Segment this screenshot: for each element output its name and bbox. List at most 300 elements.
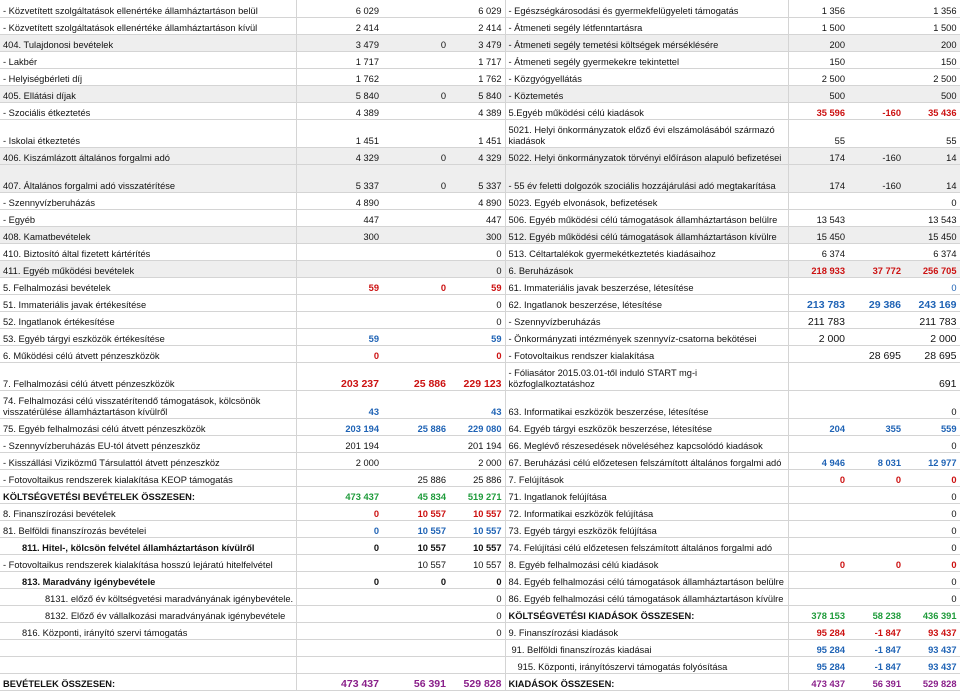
left-modified-value: 3 479 — [449, 34, 505, 51]
right-modified-value: 256 705 — [904, 260, 960, 277]
left-modified-value: 0 — [449, 260, 505, 277]
left-modification-value: 56 391 — [382, 673, 449, 690]
right-modified-value: 0 — [904, 503, 960, 520]
left-label: 405. Ellátási díjak — [0, 85, 296, 102]
table-row — [0, 17, 960, 34]
right-modified-value: 93 437 — [904, 622, 960, 639]
left-original-value: 0 — [296, 520, 382, 537]
left-label: - Közvetített szolgáltatások ellenértéke államháztartáson belül — [0, 0, 296, 17]
left-original-value — [296, 605, 382, 622]
left-label: KÖLTSÉGVETÉSI BEVÉTELEK ÖSSZESEN: — [0, 486, 296, 503]
right-modification-value: -1 847 — [848, 639, 904, 656]
table-row — [0, 486, 960, 503]
table-row — [0, 311, 960, 328]
right-original-value — [788, 503, 848, 520]
right-modification-value — [848, 311, 904, 328]
right-original-value — [788, 277, 848, 294]
left-label: 410. Biztosító által fizetett kártérítés — [0, 243, 296, 260]
table-row — [0, 0, 960, 17]
right-modification-value — [848, 277, 904, 294]
right-original-value: 1 500 — [788, 17, 848, 34]
left-modification-value: 25 886 — [382, 362, 449, 390]
left-modified-value: 10 557 — [449, 503, 505, 520]
right-label: - Fóliasátor 2015.03.01-től induló START mg-i közfoglalkoztatáshoz — [505, 362, 788, 390]
right-original-value — [788, 588, 848, 605]
left-modified-value: 6 029 — [449, 0, 505, 17]
left-label: - Egyéb — [0, 209, 296, 226]
left-modification-value — [382, 639, 449, 656]
right-modification-value: -160 — [848, 102, 904, 119]
right-modification-value — [848, 51, 904, 68]
left-modification-value — [382, 605, 449, 622]
left-modified-value: 0 — [449, 311, 505, 328]
left-label — [0, 656, 296, 673]
left-label: 6. Működési célú átvett pénzeszközök — [0, 345, 296, 362]
right-label: 5022. Helyi önkormányzatok törvényi előíráson alapuló befizetései — [505, 147, 788, 164]
right-modification-value — [848, 192, 904, 209]
left-modified-value: 519 271 — [449, 486, 505, 503]
table-row — [0, 34, 960, 51]
right-original-value: 213 783 — [788, 294, 848, 311]
left-label: 408. Kamatbevételek — [0, 226, 296, 243]
right-original-value: 150 — [788, 51, 848, 68]
right-modified-value: 0 — [904, 435, 960, 452]
left-modification-value: 10 557 — [382, 503, 449, 520]
left-modified-value: 10 557 — [449, 554, 505, 571]
left-modified-value: 447 — [449, 209, 505, 226]
right-modification-value: -1 847 — [848, 656, 904, 673]
left-label: 52. Ingatlanok értékesítése — [0, 311, 296, 328]
left-modification-value — [382, 656, 449, 673]
right-original-value: 0 — [788, 469, 848, 486]
left-modification-value: 25 886 — [382, 469, 449, 486]
table-row — [0, 588, 960, 605]
right-modified-value: 0 — [904, 520, 960, 537]
left-modification-value — [382, 192, 449, 209]
left-modification-value: 0 — [382, 164, 449, 192]
table-row — [0, 102, 960, 119]
left-modification-value — [382, 260, 449, 277]
table-row — [0, 435, 960, 452]
left-original-value: 59 — [296, 328, 382, 345]
left-modified-value: 43 — [449, 390, 505, 418]
left-label: 51. Immateriális javak értékesítése — [0, 294, 296, 311]
left-original-value: 6 029 — [296, 0, 382, 17]
right-label: 91. Belföldi finanszírozás kiadásai — [505, 639, 788, 656]
right-original-value: 378 153 — [788, 605, 848, 622]
right-original-value: 473 437 — [788, 673, 848, 690]
right-modified-value: 243 169 — [904, 294, 960, 311]
left-original-value — [296, 656, 382, 673]
right-label: - Köztemetés — [505, 85, 788, 102]
left-modification-value: 45 834 — [382, 486, 449, 503]
left-modification-value — [382, 226, 449, 243]
right-modified-value: 0 — [904, 554, 960, 571]
right-modification-value — [848, 503, 904, 520]
right-modified-value: 211 783 — [904, 311, 960, 328]
left-modified-value: 0 — [449, 294, 505, 311]
left-modified-value: 5 840 — [449, 85, 505, 102]
table-row — [0, 390, 960, 418]
right-modified-value: 0 — [904, 588, 960, 605]
right-modification-value: 8 031 — [848, 452, 904, 469]
right-modification-value: -1 847 — [848, 622, 904, 639]
right-modification-value — [848, 486, 904, 503]
left-modification-value — [382, 435, 449, 452]
right-modified-value: 0 — [904, 390, 960, 418]
left-original-value — [296, 260, 382, 277]
left-label: - Kisszállási Viziközmű Társulattól átvett pénzeszköz — [0, 452, 296, 469]
table-row — [0, 294, 960, 311]
left-label: 816. Központi, irányító szervi támogatás — [0, 622, 296, 639]
right-modified-value: 0 — [904, 192, 960, 209]
right-modified-value: 35 436 — [904, 102, 960, 119]
right-modification-value: -160 — [848, 147, 904, 164]
right-modification-value — [848, 588, 904, 605]
left-label: 404. Tulajdonosi bevételek — [0, 34, 296, 51]
left-original-value: 203 237 — [296, 362, 382, 390]
right-modification-value: 28 695 — [848, 345, 904, 362]
left-modified-value: 0 — [449, 345, 505, 362]
left-label: - Szennyvízberuházás EU-tól átvett pénzeszköz — [0, 435, 296, 452]
left-label: BEVÉTELEK ÖSSZESEN: — [0, 673, 296, 690]
left-label: 811. Hitel-, kölcsön felvétel államháztartáson kívülről — [0, 537, 296, 554]
left-modification-value — [382, 51, 449, 68]
right-original-value: 204 — [788, 418, 848, 435]
left-original-value — [296, 243, 382, 260]
right-original-value — [788, 192, 848, 209]
left-original-value: 4 890 — [296, 192, 382, 209]
right-modified-value: 15 450 — [904, 226, 960, 243]
right-modified-value: 150 — [904, 51, 960, 68]
right-modified-value: 529 828 — [904, 673, 960, 690]
table-row — [0, 554, 960, 571]
left-label: 5. Felhalmozási bevételek — [0, 277, 296, 294]
left-label: 7. Felhalmozási célú átvett pénzeszközök — [0, 362, 296, 390]
right-original-value — [788, 362, 848, 390]
right-label: 72. Informatikai eszközök felújítása — [505, 503, 788, 520]
right-label: - Egészségkárosodási és gyermekfelügyeleti támogatás — [505, 0, 788, 17]
right-label: 71. Ingatlanok felújítása — [505, 486, 788, 503]
right-modification-value — [848, 435, 904, 452]
right-modification-value — [848, 85, 904, 102]
left-original-value: 59 — [296, 277, 382, 294]
left-modified-value: 59 — [449, 328, 505, 345]
left-modified-value: 229 123 — [449, 362, 505, 390]
right-modified-value: 0 — [904, 537, 960, 554]
left-label: 8132. Előző év vállalkozási maradványának igénybevétele — [0, 605, 296, 622]
table-row — [0, 209, 960, 226]
left-modified-value: 1 717 — [449, 51, 505, 68]
left-modification-value — [382, 17, 449, 34]
right-modified-value: 1 500 — [904, 17, 960, 34]
right-modification-value — [848, 34, 904, 51]
left-original-value — [296, 294, 382, 311]
right-original-value — [788, 435, 848, 452]
left-modification-value — [382, 0, 449, 17]
left-original-value: 4 389 — [296, 102, 382, 119]
table-row — [0, 639, 960, 656]
left-modified-value: 229 080 — [449, 418, 505, 435]
left-modified-value — [449, 639, 505, 656]
table-row — [0, 571, 960, 588]
right-modification-value — [848, 68, 904, 85]
right-modification-value: -160 — [848, 164, 904, 192]
right-modified-value: 500 — [904, 85, 960, 102]
left-original-value: 5 840 — [296, 85, 382, 102]
right-label: - Közgyógyellátás — [505, 68, 788, 85]
right-modification-value — [848, 571, 904, 588]
left-label: - Fotovoltaikus rendszerek kialakítása KEOP támogatás — [0, 469, 296, 486]
left-label: - Közvetített szolgáltatások ellenértéke államháztartáson kívül — [0, 17, 296, 34]
left-modification-value — [382, 119, 449, 147]
left-original-value: 447 — [296, 209, 382, 226]
left-modified-value: 529 828 — [449, 673, 505, 690]
right-modified-value: 93 437 — [904, 639, 960, 656]
left-original-value: 1 451 — [296, 119, 382, 147]
left-modified-value: 201 194 — [449, 435, 505, 452]
right-original-value: 2 500 — [788, 68, 848, 85]
right-modification-value: 58 238 — [848, 605, 904, 622]
left-modification-value — [382, 102, 449, 119]
table-row — [0, 520, 960, 537]
right-modification-value — [848, 17, 904, 34]
left-original-value: 2 000 — [296, 452, 382, 469]
right-modified-value: 0 — [904, 486, 960, 503]
left-modification-value: 10 557 — [382, 520, 449, 537]
right-label: 506. Egyéb működési célú támogatások államháztartáson belülre — [505, 209, 788, 226]
left-modification-value — [382, 311, 449, 328]
table-row — [0, 192, 960, 209]
right-modified-value: 6 374 — [904, 243, 960, 260]
right-modification-value: 37 772 — [848, 260, 904, 277]
left-modified-value: 4 890 — [449, 192, 505, 209]
left-modified-value — [449, 656, 505, 673]
left-modified-value: 10 557 — [449, 520, 505, 537]
table-row — [0, 85, 960, 102]
table-row — [0, 362, 960, 390]
right-original-value: 1 356 — [788, 0, 848, 17]
right-label: - Önkormányzati intézmények szennyvíz-csatorna bekötései — [505, 328, 788, 345]
left-original-value — [296, 554, 382, 571]
table-row — [0, 537, 960, 554]
right-label: 62. Ingatlanok beszerzése, létesítése — [505, 294, 788, 311]
right-modification-value: 355 — [848, 418, 904, 435]
left-modified-value: 2 000 — [449, 452, 505, 469]
left-modification-value — [382, 328, 449, 345]
left-modification-value: 0 — [382, 147, 449, 164]
left-original-value — [296, 622, 382, 639]
right-label: 8. Egyéb felhalmozási célú kiadások — [505, 554, 788, 571]
left-modification-value — [382, 622, 449, 639]
left-modification-value — [382, 390, 449, 418]
left-original-value: 300 — [296, 226, 382, 243]
right-modified-value: 0 — [904, 277, 960, 294]
right-modification-value — [848, 119, 904, 147]
left-modified-value: 0 — [449, 588, 505, 605]
table-row — [0, 68, 960, 85]
table-row — [0, 469, 960, 486]
right-modified-value: 93 437 — [904, 656, 960, 673]
left-modification-value: 0 — [382, 85, 449, 102]
left-label: 74. Felhalmozási célú visszatérítendő támogatások, kölcsönök visszatérülése államháztartáson kívülről — [0, 390, 296, 418]
right-modified-value: 436 391 — [904, 605, 960, 622]
table-row — [0, 605, 960, 622]
left-modification-value — [382, 294, 449, 311]
right-original-value — [788, 345, 848, 362]
left-modified-value: 5 337 — [449, 164, 505, 192]
right-label: KIADÁSOK ÖSSZESEN: — [505, 673, 788, 690]
right-original-value — [788, 390, 848, 418]
table-row — [0, 260, 960, 277]
right-original-value: 174 — [788, 147, 848, 164]
left-label: - Lakbér — [0, 51, 296, 68]
right-original-value: 218 933 — [788, 260, 848, 277]
left-modified-value: 10 557 — [449, 537, 505, 554]
right-original-value: 95 284 — [788, 622, 848, 639]
left-original-value: 2 414 — [296, 17, 382, 34]
right-modified-value: 13 543 — [904, 209, 960, 226]
right-label: 5.Egyéb működési célú kiadások — [505, 102, 788, 119]
table-row — [0, 418, 960, 435]
right-modified-value: 28 695 — [904, 345, 960, 362]
left-modification-value: 0 — [382, 277, 449, 294]
left-original-value: 4 329 — [296, 147, 382, 164]
right-modified-value: 2 000 — [904, 328, 960, 345]
right-original-value: 35 596 — [788, 102, 848, 119]
right-modified-value: 0 — [904, 571, 960, 588]
right-label: - Átmeneti segély temetési költségek mérséklésére — [505, 34, 788, 51]
table-row — [0, 503, 960, 520]
left-original-value: 1 717 — [296, 51, 382, 68]
right-label: 67. Beruházási célú előzetesen felszámított általános forgalmi adó — [505, 452, 788, 469]
right-label: 66. Meglévő részesedések növeléséhez kapcsolódó kiadások — [505, 435, 788, 452]
right-modified-value: 691 — [904, 362, 960, 390]
right-original-value: 13 543 — [788, 209, 848, 226]
left-label: 8131. előző év költségvetési maradványának igénybevétele. — [0, 588, 296, 605]
right-modification-value — [848, 362, 904, 390]
right-label: 84. Egyéb felhalmozási célú támogatások államháztartáson belülre — [505, 571, 788, 588]
right-label: KÖLTSÉGVETÉSI KIADÁSOK ÖSSZESEN: — [505, 605, 788, 622]
left-label: 8. Finanszírozási bevételek — [0, 503, 296, 520]
right-label: - Fotovoltaikus rendszer kialakítása — [505, 345, 788, 362]
right-original-value — [788, 520, 848, 537]
left-label: - Iskolai étkeztetés — [0, 119, 296, 147]
right-original-value — [788, 486, 848, 503]
right-label: 512. Egyéb működési célú támogatások államháztartáson kívülre — [505, 226, 788, 243]
left-label: - Fotovoltaikus rendszerek kialakítása hosszú lejáratú hitelfelvétel — [0, 554, 296, 571]
right-original-value: 55 — [788, 119, 848, 147]
left-modified-value: 0 — [449, 571, 505, 588]
right-label: 64. Egyéb tárgyi eszközök beszerzése, létesítése — [505, 418, 788, 435]
right-original-value: 211 783 — [788, 311, 848, 328]
right-original-value — [788, 537, 848, 554]
left-modified-value: 1 762 — [449, 68, 505, 85]
right-modification-value: 0 — [848, 554, 904, 571]
right-original-value: 500 — [788, 85, 848, 102]
right-label: 5021. Helyi önkormányzatok előző évi elszámolásából származó kiadások — [505, 119, 788, 147]
right-original-value: 0 — [788, 554, 848, 571]
left-label: 406. Kiszámlázott általános forgalmi adó — [0, 147, 296, 164]
right-label: 61. Immateriális javak beszerzése, létesítése — [505, 277, 788, 294]
left-modification-value — [382, 588, 449, 605]
right-modification-value — [848, 520, 904, 537]
right-original-value: 4 946 — [788, 452, 848, 469]
right-label: 6. Beruházások — [505, 260, 788, 277]
left-label: 81. Belföldi finanszírozás bevételei — [0, 520, 296, 537]
right-original-value: 15 450 — [788, 226, 848, 243]
right-label: 73. Egyéb tárgyi eszközök felújítása — [505, 520, 788, 537]
left-label: 75. Egyéb felhalmozási célú átvett pénzeszközök — [0, 418, 296, 435]
left-original-value: 0 — [296, 571, 382, 588]
right-modified-value: 55 — [904, 119, 960, 147]
left-original-value: 0 — [296, 345, 382, 362]
left-original-value: 43 — [296, 390, 382, 418]
left-modified-value: 1 451 — [449, 119, 505, 147]
left-modification-value: 0 — [382, 34, 449, 51]
left-modified-value: 0 — [449, 622, 505, 639]
right-modified-value: 14 — [904, 164, 960, 192]
left-modification-value — [382, 243, 449, 260]
left-original-value: 0 — [296, 537, 382, 554]
left-label: 813. Maradvány igénybevétele — [0, 571, 296, 588]
right-modification-value: 0 — [848, 469, 904, 486]
right-modified-value: 559 — [904, 418, 960, 435]
table-row — [0, 328, 960, 345]
left-modified-value: 300 — [449, 226, 505, 243]
left-original-value — [296, 469, 382, 486]
right-modification-value — [848, 243, 904, 260]
right-label: - Átmeneti segély létfenntartásra — [505, 17, 788, 34]
right-original-value: 174 — [788, 164, 848, 192]
right-modification-value — [848, 537, 904, 554]
left-original-value: 0 — [296, 503, 382, 520]
right-original-value: 2 000 — [788, 328, 848, 345]
left-modified-value: 0 — [449, 605, 505, 622]
left-original-value: 5 337 — [296, 164, 382, 192]
right-original-value: 95 284 — [788, 639, 848, 656]
right-label: - Átmeneti segély gyermekekre tekintettel — [505, 51, 788, 68]
left-original-value — [296, 639, 382, 656]
right-label: 5023. Egyéb elvonások, befizetések — [505, 192, 788, 209]
table-row — [0, 656, 960, 673]
right-modified-value: 1 356 — [904, 0, 960, 17]
left-label: - Szociális étkeztetés — [0, 102, 296, 119]
right-modified-value: 200 — [904, 34, 960, 51]
right-label: 513. Céltartalékok gyermekétkeztetés kiadásaihoz — [505, 243, 788, 260]
table-row — [0, 147, 960, 164]
right-label: 86. Egyéb felhalmozási célú támogatások államháztartáson kívülre — [505, 588, 788, 605]
left-modified-value: 2 414 — [449, 17, 505, 34]
left-modified-value: 59 — [449, 277, 505, 294]
left-modification-value: 10 557 — [382, 537, 449, 554]
right-label: 915. Központi, irányítószervi támogatás folyósítása — [505, 656, 788, 673]
left-modification-value: 10 557 — [382, 554, 449, 571]
right-modification-value — [848, 328, 904, 345]
table-row — [0, 51, 960, 68]
left-modification-value: 25 886 — [382, 418, 449, 435]
table-row — [0, 345, 960, 362]
right-modification-value — [848, 0, 904, 17]
right-modified-value: 12 977 — [904, 452, 960, 469]
right-modification-value: 56 391 — [848, 673, 904, 690]
left-modified-value: 0 — [449, 243, 505, 260]
table-row — [0, 452, 960, 469]
left-original-value: 3 479 — [296, 34, 382, 51]
left-label: - Helyiségbérleti díj — [0, 68, 296, 85]
right-modification-value — [848, 226, 904, 243]
left-modification-value — [382, 452, 449, 469]
